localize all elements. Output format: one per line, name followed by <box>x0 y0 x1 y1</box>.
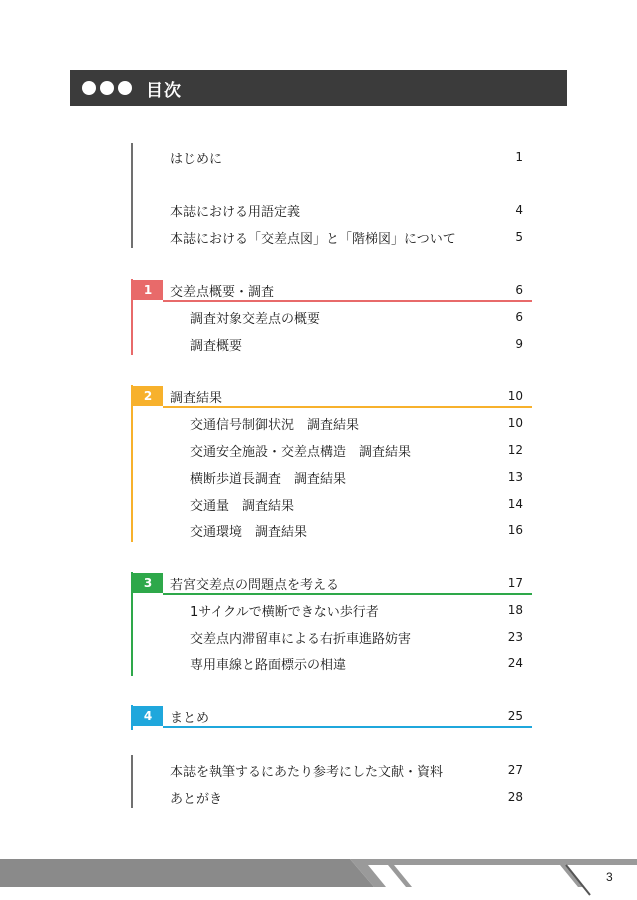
toc-entry[interactable] <box>190 412 523 434</box>
outro-rule <box>131 755 133 808</box>
dot-icon <box>118 81 132 95</box>
section-title: 若宮交差点の問題点を考える <box>170 577 340 593</box>
entry-page: 25 <box>507 709 523 723</box>
entry-label: 調査対象交差点の概要 <box>190 311 321 327</box>
toc-entry[interactable] <box>190 599 523 621</box>
section-1-badge: 1 <box>133 280 163 300</box>
entry-label: 交差点内滞留車による右折車進路妨害 <box>190 631 412 647</box>
entry-page: 9 <box>515 337 523 351</box>
toc-entry[interactable] <box>190 439 523 461</box>
entry-label: はじめに <box>170 151 223 167</box>
section-title: 交差点概要・調査 <box>170 284 275 300</box>
dot-icon <box>100 81 114 95</box>
entry-page: 10 <box>507 389 523 403</box>
section-2-heading[interactable] <box>170 385 523 407</box>
entry-label: 交通環境 調査結果 <box>190 524 308 540</box>
toc-entry[interactable] <box>190 333 523 355</box>
footer-band <box>0 859 374 887</box>
section-4-badge: 4 <box>133 706 163 726</box>
entry-page: 27 <box>507 763 523 777</box>
section-2-badge: 2 <box>133 386 163 406</box>
intro-rule <box>131 143 133 248</box>
entry-page: 16 <box>507 523 523 537</box>
section-4-underline <box>163 726 532 728</box>
toc-entry[interactable] <box>170 226 523 248</box>
entry-label: 本誌を執筆するにあたり参考にした文献・資料 <box>170 764 444 780</box>
entry-page: 1 <box>515 150 523 164</box>
toc-entry[interactable] <box>190 519 523 541</box>
header-dots <box>82 81 136 95</box>
entry-label: あとがき <box>170 791 223 807</box>
entry-page: 5 <box>515 230 523 244</box>
entry-label: 交通信号制御状況 調査結果 <box>190 417 360 433</box>
entry-label: 専用車線と路面標示の相違 <box>190 657 347 673</box>
section-1-underline <box>163 300 532 302</box>
section-2-rule <box>131 385 133 542</box>
entry-page: 28 <box>507 790 523 804</box>
entry-page: 24 <box>507 656 523 670</box>
page-title: 目次 <box>146 80 182 101</box>
entry-label: 本誌における「交差点図」と「階梯図」について <box>170 231 456 247</box>
entry-page: 18 <box>507 603 523 617</box>
toc-entry[interactable] <box>170 146 523 168</box>
page-footer <box>0 859 637 900</box>
entry-page: 4 <box>515 203 523 217</box>
section-title: まとめ <box>170 710 210 726</box>
toc-header <box>70 70 567 106</box>
toc-entry[interactable] <box>190 306 523 328</box>
entry-label: 横断歩道長調査 調査結果 <box>190 471 347 487</box>
section-3-underline <box>163 593 532 595</box>
page-number: 3 <box>606 870 613 884</box>
section-3-badge: 3 <box>133 573 163 593</box>
toc-entry[interactable] <box>190 652 523 674</box>
entry-page: 6 <box>515 283 523 297</box>
section-title: 調査結果 <box>170 390 223 406</box>
section-3-heading[interactable] <box>170 572 523 594</box>
toc-entry[interactable] <box>170 759 523 781</box>
dot-icon <box>82 81 96 95</box>
entry-page: 14 <box>507 497 523 511</box>
entry-page: 10 <box>507 416 523 430</box>
toc-entry[interactable] <box>170 786 523 808</box>
entry-page: 23 <box>507 630 523 644</box>
entry-label: 交通量 調査結果 <box>190 498 295 514</box>
entry-label: 調査概要 <box>190 338 243 354</box>
entry-page: 12 <box>507 443 523 457</box>
entry-page: 17 <box>507 576 523 590</box>
toc-entry[interactable] <box>170 199 523 221</box>
entry-page: 13 <box>507 470 523 484</box>
footer-tab <box>394 865 578 887</box>
entry-label: 本誌における用語定義 <box>170 204 301 220</box>
entry-label: 1サイクルで横断できない歩行者 <box>190 604 379 620</box>
section-1-heading[interactable] <box>170 279 523 301</box>
entry-page: 6 <box>515 310 523 324</box>
section-4-heading[interactable] <box>170 705 523 727</box>
entry-label: 交通安全施設・交差点構造 調査結果 <box>190 444 412 460</box>
toc-entry[interactable] <box>190 493 523 515</box>
toc-entry[interactable] <box>190 466 523 488</box>
toc-entry[interactable] <box>190 626 523 648</box>
section-2-underline <box>163 406 532 408</box>
